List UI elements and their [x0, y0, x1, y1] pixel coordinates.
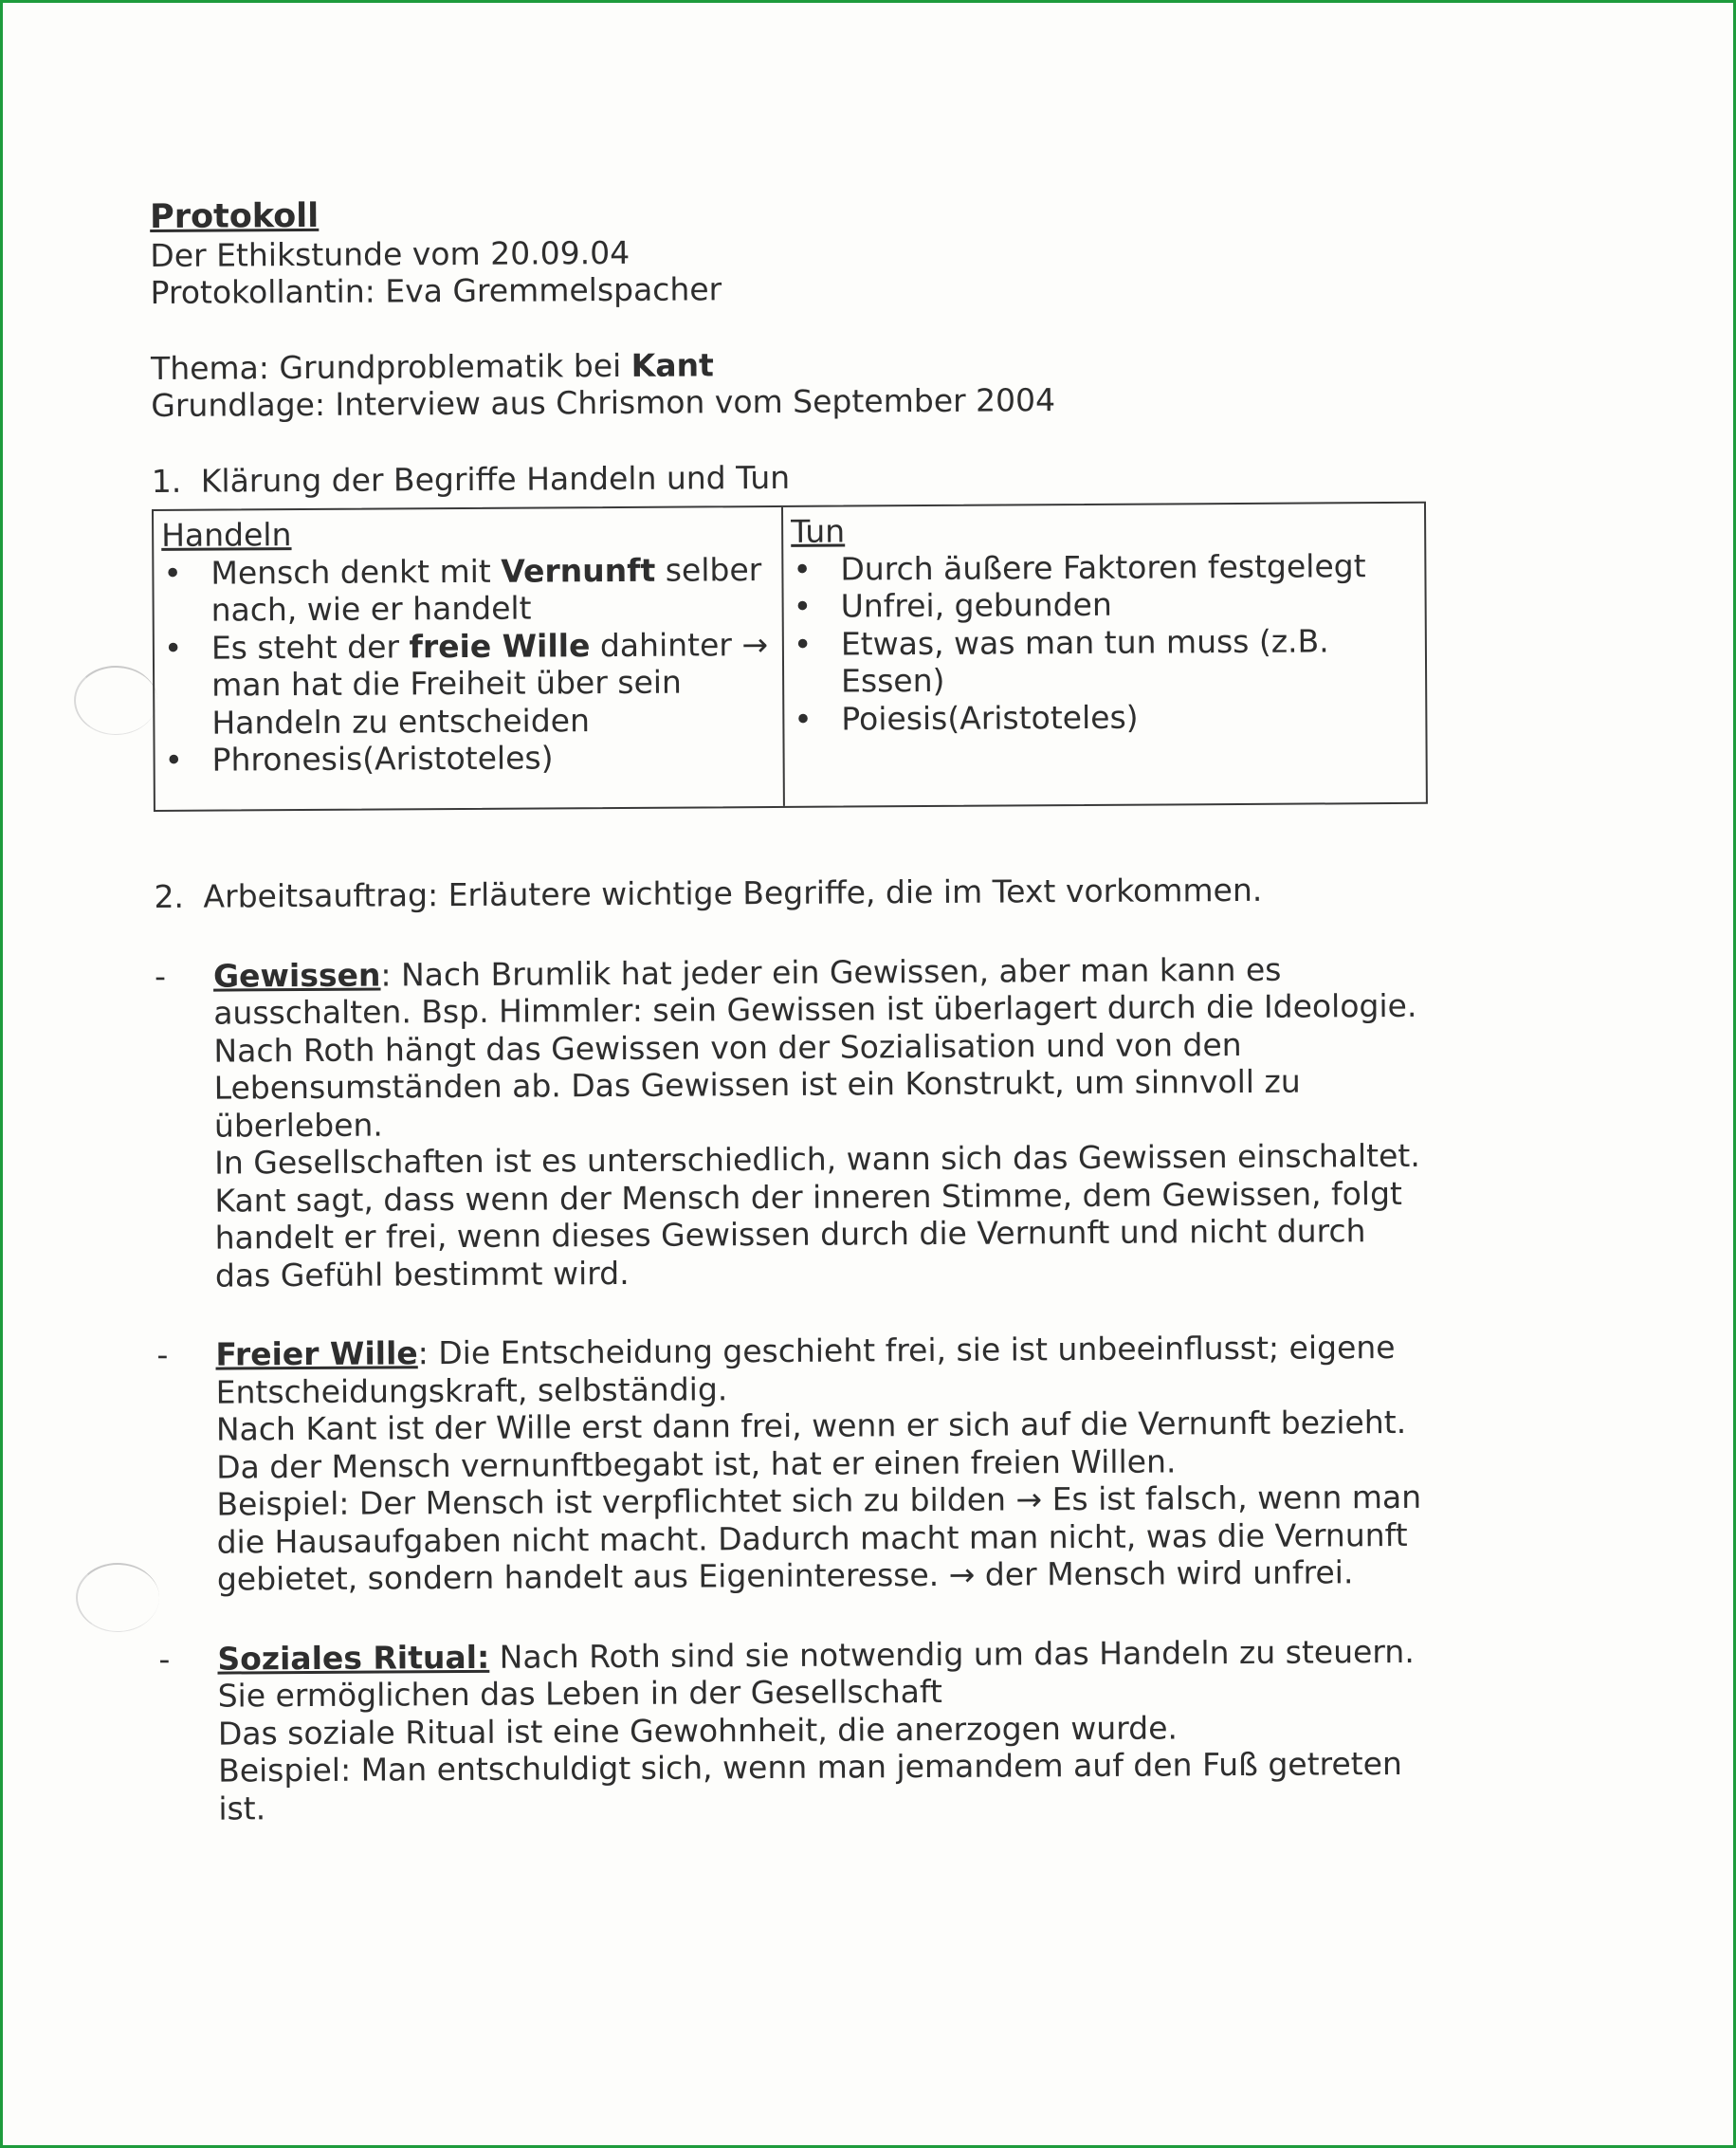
document-meta	[150, 229, 1420, 311]
meta-line: Der Ethikstunde vom 20.09.04	[150, 233, 630, 274]
term-text: Nach Kant ist der Wille erst dann frei, wenn er sich auf die Vernunft bezieht.	[215, 1403, 1407, 1448]
term-text: Soziales Ritual: Nach Roth sind sie notwendig um das Handeln zu steuern.	[217, 1632, 1415, 1678]
term-name: Freier Wille	[215, 1334, 418, 1373]
table-column-handeln	[154, 507, 785, 810]
term-soziales-ritual: - Soziales Ritual: Nach Roth sind sie notwendig um das Handeln zu steuern. Sie ermöglichen das Leben in der Gesellschaft Das soziale Ritual ist eine Gewohnheit, die anerzogen wurde. Beispiel: Man entschuldigt sich, wenn man jemandem auf den Fuß getreten ist.	[158, 1632, 1430, 1827]
term-text: Freier Wille: Die Entscheidung geschieht frei, sie ist unbeeinflusst; eigene Entscheidungskraft, selbständig.	[215, 1328, 1396, 1411]
term-name: Gewissen	[212, 956, 381, 995]
term-text: Da der Mensch vernunftbegabt ist, hat er einen freien Willen.	[216, 1441, 1177, 1486]
term-text: Gewissen: Nach Brumlik hat jeder ein Gewissen, aber man kann es ausschalten. Bsp. Himmler: sein Gewissen ist überlagert durch die Ideologie. Nach Roth hängt das Gewissen von der Sozialisation und von den Lebensumständen ab. Das Gewissen ist ein Konstrukt, um sinnvoll zu überleben.	[212, 950, 1417, 1145]
term-text: Beispiel: Der Mensch ist verpflichtet sich zu bilden → Es ist falsch, wenn man die Hausaufgaben nicht macht. Dadurch macht man nicht, was die Vernunft gebietet, sondern handelt aus Eigeninteresse. → der Mensch wird unfrei.	[216, 1478, 1422, 1598]
list-item: • Etwas, was man tun muss (z.B. Essen)	[792, 621, 1417, 700]
list-item: • Poiesis(Aristoteles)	[792, 696, 1417, 738]
term-text: Sie ermöglichen das Leben in der Gesellschaft	[217, 1672, 942, 1715]
term-freier-wille: - Freier Wille: Die Entscheidung geschieht frei, sie ist unbeeinflusst; eigene Entscheidungskraft, selbständig. Nach Kant ist der Wille erst dann frei, wenn er sich auf die Vernunft bezieht. Da der Mensch vernunftbegabt ist, hat er einen freien Willen. Beispiel: Der Mensch ist verpflichtet sich zu bilden → Es ist falsch, wenn man die Hausaufgaben nicht macht. Dadurch macht man nicht, was die Vernunft gebietet, sondern handelt aus Eigeninteresse. → der Mensch wird unfrei.	[156, 1329, 1429, 1599]
protocol-document	[150, 192, 1430, 1827]
punch-hole-lower	[76, 1563, 159, 1632]
table-column-tun	[783, 504, 1426, 806]
term-text: Das soziale Ritual ist eine Gewohnheit, die anerzogen wurde.	[217, 1708, 1179, 1753]
section-heading-1: 1. Klärung der Begriffe Handeln und Tun	[151, 458, 791, 500]
topic-bold: Kant	[630, 345, 714, 384]
term-text: Beispiel: Man entschuldigt sich, wenn man jemandem auf den Fuß getreten ist.	[218, 1744, 1402, 1827]
term-list	[155, 949, 1431, 1827]
term-text: In Gesellschaften ist es unterschiedlich, wann sich das Gewissen einschaltet. Kant sagt, dass wenn der Mensch der inneren Stimme, dem Gewissen, folgt handelt er frei, wenn dieses Gewissen durch die Vernunft und nicht durch das Gefühl bestimmt wird.	[214, 1136, 1420, 1294]
column-heading: Handeln	[161, 516, 292, 554]
section-heading-2: 2. Arbeitsauftrag: Erläutere wichtige Begriffe, die im Text vorkommen.	[154, 871, 1263, 915]
list-item: • Unfrei, gebunden	[792, 584, 1417, 626]
document-title: Protokoll	[149, 196, 320, 236]
term-gewissen: - Gewissen: Nach Brumlik hat jeder ein Gewissen, aber man kann es ausschalten. Bsp. Himmler: sein Gewissen ist überlagert durch die Ideologie. Nach Roth hängt das Gewissen von der Sozialisation und von den Lebensumständen ab. Das Gewissen ist ein Konstrukt, um sinnvoll zu überleben. In Gesellschaften ist es unterschiedlich, wann sich das Gewissen einschaltet. Kant sagt, dass wenn der Mensch der inneren Stimme, dem Gewissen, folgt handelt er frei, wenn dieses Gewissen durch die Vernunft und nicht durch das Gefühl bestimmt wird.	[155, 949, 1427, 1294]
basis-line: Grundlage: Interview aus Chrismon vom September 2004	[151, 381, 1056, 424]
list-item: • Es steht der freie Wille dahinter → man hat die Freiheit über sein Handeln zu entscheiden	[162, 625, 776, 741]
topic-block	[151, 341, 1421, 424]
term-name: Soziales Ritual:	[217, 1638, 490, 1678]
list-item: • Durch äußere Faktoren festgelegt	[791, 546, 1416, 588]
column-heading: Tun	[791, 512, 846, 550]
bullet-list	[161, 550, 775, 779]
topic-line: Thema: Grundproblematik bei Kant	[150, 345, 714, 387]
bullet-list	[791, 546, 1417, 738]
list-item: • Mensch denkt mit Vernunft selber nach, wie er handelt	[161, 550, 774, 629]
list-item: • Phronesis(Aristoteles)	[162, 738, 775, 779]
punch-hole-upper	[74, 666, 157, 735]
meta-line: Protokollantin: Eva Gremmelspacher	[150, 270, 722, 311]
comparison-table	[152, 502, 1428, 812]
